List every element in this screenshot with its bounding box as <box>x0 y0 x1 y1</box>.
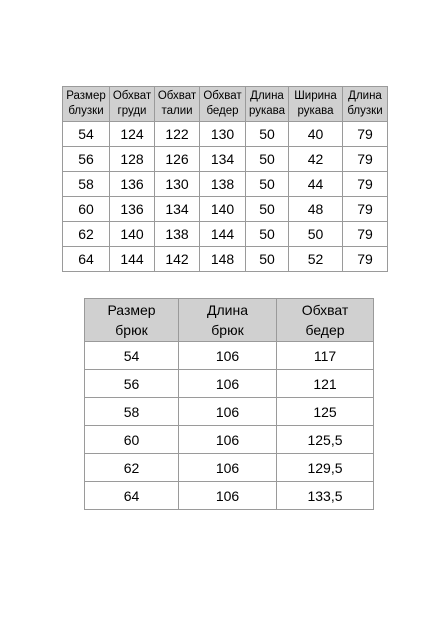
table-cell: 50 <box>246 197 289 222</box>
table-cell: 56 <box>85 370 179 398</box>
table-cell: 50 <box>289 222 343 247</box>
table-row <box>85 454 374 482</box>
table-cell: 60 <box>85 426 179 454</box>
table-cell: 79 <box>343 172 388 197</box>
table-cell: 106 <box>179 370 277 398</box>
table-cell: 106 <box>179 426 277 454</box>
header-hips: Обхват бедер <box>200 87 246 122</box>
table-cell: 64 <box>85 482 179 510</box>
table-cell: 124 <box>110 122 155 147</box>
trousers-size-table <box>84 298 374 510</box>
table-cell: 64 <box>63 247 110 272</box>
header-chest: Обхват груди <box>110 87 155 122</box>
table-cell: 79 <box>343 197 388 222</box>
table-header-row <box>85 299 374 342</box>
table-cell: 106 <box>179 398 277 426</box>
table-cell: 117 <box>277 342 374 370</box>
header-trousers-length: Длина брюк <box>179 299 277 342</box>
table-cell: 136 <box>110 197 155 222</box>
table-cell: 138 <box>200 172 246 197</box>
table-cell: 140 <box>110 222 155 247</box>
header-sleeve-width: Ширина рукава <box>289 87 343 122</box>
table-row <box>85 398 374 426</box>
table-cell: 50 <box>246 247 289 272</box>
table-row <box>63 122 388 147</box>
table-cell: 128 <box>110 147 155 172</box>
table-cell: 79 <box>343 222 388 247</box>
header-trousers-size: Размер брюк <box>85 299 179 342</box>
table-cell: 125 <box>277 398 374 426</box>
table-cell: 148 <box>200 247 246 272</box>
table-cell: 106 <box>179 454 277 482</box>
table-cell: 58 <box>85 398 179 426</box>
table-cell: 129,5 <box>277 454 374 482</box>
table-cell: 52 <box>289 247 343 272</box>
table-cell: 134 <box>200 147 246 172</box>
table-cell: 126 <box>155 147 200 172</box>
table-cell: 54 <box>63 122 110 147</box>
table-row <box>63 147 388 172</box>
table-cell: 125,5 <box>277 426 374 454</box>
table-cell: 62 <box>63 222 110 247</box>
table-row <box>85 342 374 370</box>
header-sleeve-length: Длина рукава <box>246 87 289 122</box>
header-blouse-length: Длина блузки <box>343 87 388 122</box>
table-cell: 60 <box>63 197 110 222</box>
table-header-row <box>63 87 388 122</box>
table-cell: 50 <box>246 147 289 172</box>
table-cell: 58 <box>63 172 110 197</box>
table-row <box>63 197 388 222</box>
table-cell: 140 <box>200 197 246 222</box>
table-cell: 50 <box>246 122 289 147</box>
table-row <box>63 222 388 247</box>
table-cell: 48 <box>289 197 343 222</box>
table-cell: 130 <box>200 122 246 147</box>
header-hips: Обхват бедер <box>277 299 374 342</box>
table-cell: 130 <box>155 172 200 197</box>
table-cell: 40 <box>289 122 343 147</box>
table-cell: 121 <box>277 370 374 398</box>
table-cell: 79 <box>343 122 388 147</box>
table-cell: 62 <box>85 454 179 482</box>
table-row <box>63 172 388 197</box>
header-waist: Обхват талии <box>155 87 200 122</box>
table-cell: 144 <box>110 247 155 272</box>
table-cell: 50 <box>246 222 289 247</box>
table-row <box>85 426 374 454</box>
table-cell: 44 <box>289 172 343 197</box>
table-cell: 42 <box>289 147 343 172</box>
table-cell: 122 <box>155 122 200 147</box>
table-row <box>63 247 388 272</box>
table-cell: 54 <box>85 342 179 370</box>
table-cell: 79 <box>343 147 388 172</box>
table-cell: 50 <box>246 172 289 197</box>
table-cell: 79 <box>343 247 388 272</box>
table-cell: 106 <box>179 482 277 510</box>
table-cell: 134 <box>155 197 200 222</box>
table-cell: 144 <box>200 222 246 247</box>
table-cell: 142 <box>155 247 200 272</box>
table-cell: 106 <box>179 342 277 370</box>
blouse-size-table <box>62 86 388 272</box>
header-blouse-size: Размер блузки <box>63 87 110 122</box>
table-cell: 133,5 <box>277 482 374 510</box>
table-row <box>85 370 374 398</box>
table-cell: 56 <box>63 147 110 172</box>
table-cell: 138 <box>155 222 200 247</box>
table-cell: 136 <box>110 172 155 197</box>
table-row <box>85 482 374 510</box>
